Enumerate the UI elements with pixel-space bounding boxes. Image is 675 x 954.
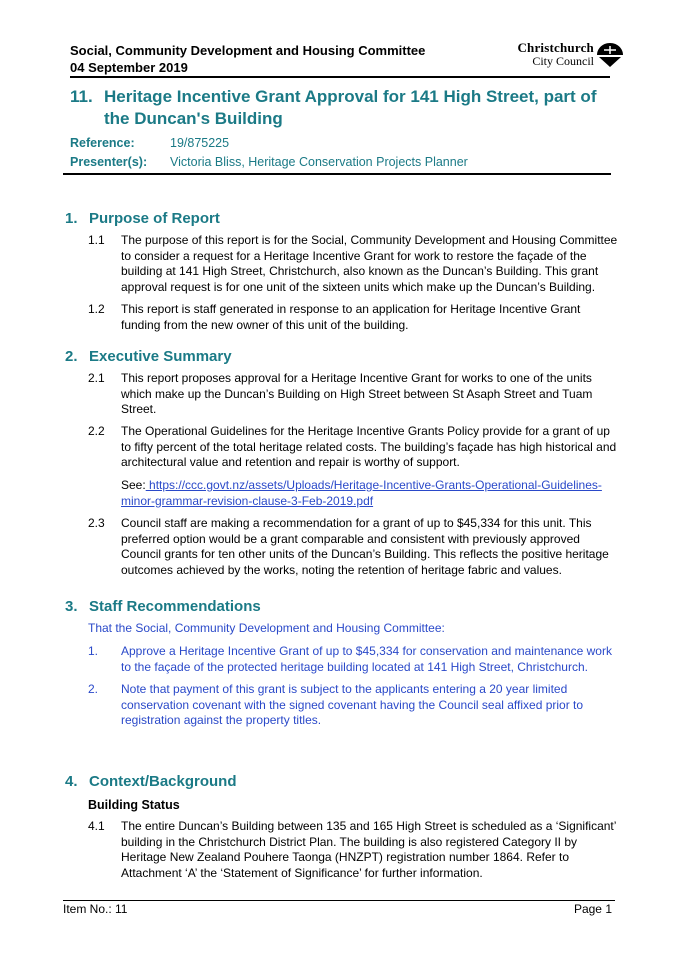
section-1-title: Purpose of Report [89,210,220,227]
report-title-text: Heritage Incentive Grant Approval for 141 High Street, part of the Duncan's Building [104,87,597,128]
section-4-number: 4. [65,773,78,790]
see-line [121,478,621,509]
paragraph-text: This report is staff generated in response to an application for Heritage Incentive Grant funding from the new owner of this unit of the building. [121,302,581,332]
reference-value: 19/875225 [170,136,230,150]
meta-divider [63,173,611,175]
paragraph-text: The Operational Guidelines for the Heritage Incentive Grants Policy provide for a grant of up to fifty percent of the total heritage related costs. The building’s façade has high historical and architectural value and retention and repair is worthy of support. [121,424,617,469]
paragraph-number: 4.1 [88,819,105,833]
footer-item-number: Item No.: 11 [63,902,128,916]
paragraph-text: The purpose of this report is for the Social, Community Development and Housing Committee to consider a request for a Heritage Incentive Grant for work to restore the façade of the building at 141 High Street, Christchurch, also known as the Duncan’s Building. This grant approval request is for one unit of the sixteen units which make up the Duncan’s Building. [121,233,618,294]
section-1-number: 1. [65,210,78,227]
council-logo [499,40,624,72]
reference-label: Reference: [70,136,135,150]
section-2-number: 2. [65,348,78,365]
paragraph-number: 2.3 [88,516,105,530]
paragraph-number: 2.2 [88,424,105,438]
paragraph-text: The entire Duncan’s Building between 135 and 165 High Street is scheduled as a ‘Significant’ building in the Christchurch District Plan. The building is also registered Category II by Heritage New Zealand Pouhere Taonga (HNZPT) registration number 1864. Refer to Attachment ‘A’ the ‘Statement of Significance’ for further information. [121,819,616,880]
section-2-title: Executive Summary [89,348,232,365]
paragraph-text: Council staff are making a recommendation for a grant of up to $45,334 for this unit. This preferred option would be a grant comparable and consistent with previously approved Council grants for ten other units of the Duncan’s Building. This reflects the positive heritage outcomes achieved by the works, noting the retention of heritage fabric and values. [121,516,609,577]
paragraph-number: 1.2 [88,302,105,316]
guidelines-link[interactable]: https://ccc.govt.nz/assets/Uploads/Heritage-Incentive-Grants-Operational-Guidelines-minor-grammar-revision-clause-3-Feb-2019.pdf [121,478,602,508]
see-label: See: [121,478,146,492]
committee-name: Social, Community Development and Housing Committee [70,43,426,58]
presenter-label: Presenter(s): [70,155,148,169]
recommendation-text: Note that payment of this grant is subject to the applicants entering a 20 year limited conservation covenant with the signed covenant having the Council seal affixed prior to registration against the property titles. [121,682,584,727]
section-3-number: 3. [65,598,78,615]
logo-line1: Christchurch [517,40,594,55]
recommendation-number: 2. [88,682,99,696]
council-emblem-icon [596,42,624,68]
recommendation-text: Approve a Heritage Incentive Grant of up to $45,334 for conservation and maintenance work to the façade of the protected heritage building located at 141 High Street, Christchurch. [121,644,612,674]
paragraph-number: 1.1 [88,233,105,247]
page-header [70,42,610,78]
logo-line2: City Council [532,54,594,68]
recommendation-number: 1. [88,644,99,658]
meeting-date: 04 September 2019 [70,60,188,75]
building-status-subheading: Building Status [88,798,180,812]
paragraph-text: This report proposes approval for a Heritage Incentive Grant for works to one of the units which make up the Duncan’s Building on High Street between St Asaph Street and Tuam Street. [121,371,593,416]
section-4-title: Context/Background [89,773,237,790]
footer-page-number: Page 1 [573,902,612,916]
footer-divider [63,900,615,901]
report-number: 11. [70,87,93,106]
header-divider [70,76,610,78]
paragraph-number: 2.1 [88,371,105,385]
presenter-value: Victoria Bliss, Heritage Conservation Projects Planner [170,155,468,169]
section-3-title: Staff Recommendations [89,598,261,615]
recommendation-intro-text: That the Social, Community Development and Housing Committee: [88,621,445,635]
